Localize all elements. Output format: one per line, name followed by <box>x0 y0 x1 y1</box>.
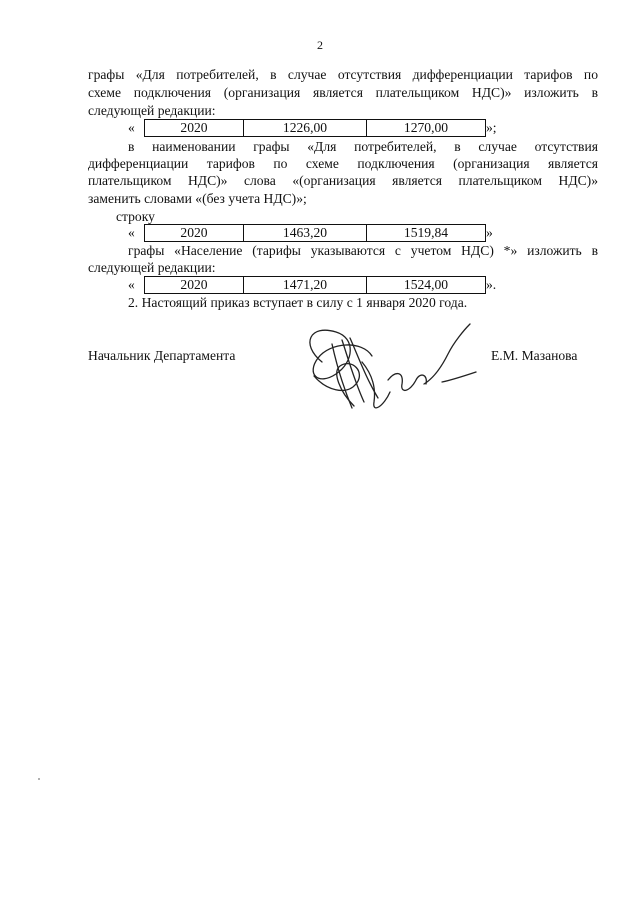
paragraph-line: графы «Для потребителей, в случае отсутствия дифференциации тарифов по <box>88 67 598 82</box>
paragraph-line: следующей редакции: <box>88 103 216 118</box>
page-number: 2 <box>317 38 323 52</box>
value-cell: 1226,00 <box>243 120 366 136</box>
paragraph-line: схеме подключения (организация является плательщиком НДС)» изложить в <box>88 85 598 100</box>
signature-position: Начальник Департамента <box>88 348 236 363</box>
paragraph-line: строку <box>116 209 155 224</box>
row-cells <box>144 119 486 137</box>
close-quote: » <box>486 225 493 240</box>
paragraph-line: следующей редакции: <box>88 260 216 275</box>
paragraph-line: плательщиком НДС)» слова «(организация является плательщиком НДС)» <box>88 173 598 188</box>
signature-name: Е.М. Мазанова <box>491 348 578 363</box>
handwritten-signature <box>292 322 484 422</box>
value-cell: 1463,20 <box>243 225 366 241</box>
paragraph-line: дифференциации тарифов по схеме подключения (организация является <box>88 156 598 171</box>
table-row <box>128 276 508 293</box>
value-cell: 1519,84 <box>366 225 485 241</box>
close-quote: »; <box>486 120 497 135</box>
paragraph-line: в наименовании графы «Для потребителей, в случае отсутствия <box>128 139 598 154</box>
table-row <box>128 119 508 136</box>
value-cell: 1471,20 <box>243 277 366 293</box>
year-cell: 2020 <box>180 277 208 292</box>
row-cells <box>144 224 486 242</box>
scan-speck <box>38 778 40 780</box>
open-quote: « <box>128 277 135 292</box>
paragraph-line: заменить словами «(без учета НДС)»; <box>88 191 307 206</box>
open-quote: « <box>128 120 135 135</box>
value-cell: 1524,00 <box>366 277 485 293</box>
value-cell: 1270,00 <box>366 120 485 136</box>
year-cell: 2020 <box>180 225 208 240</box>
paragraph-line: 2. Настоящий приказ вступает в силу с 1 января 2020 года. <box>128 295 468 310</box>
open-quote: « <box>128 225 135 240</box>
year-cell: 2020 <box>180 120 208 135</box>
close-quote: ». <box>486 277 497 292</box>
table-row <box>128 224 508 241</box>
paragraph-line: графы «Население (тарифы указываются с учетом НДС) *» изложить в <box>128 243 598 258</box>
row-cells <box>144 276 486 294</box>
